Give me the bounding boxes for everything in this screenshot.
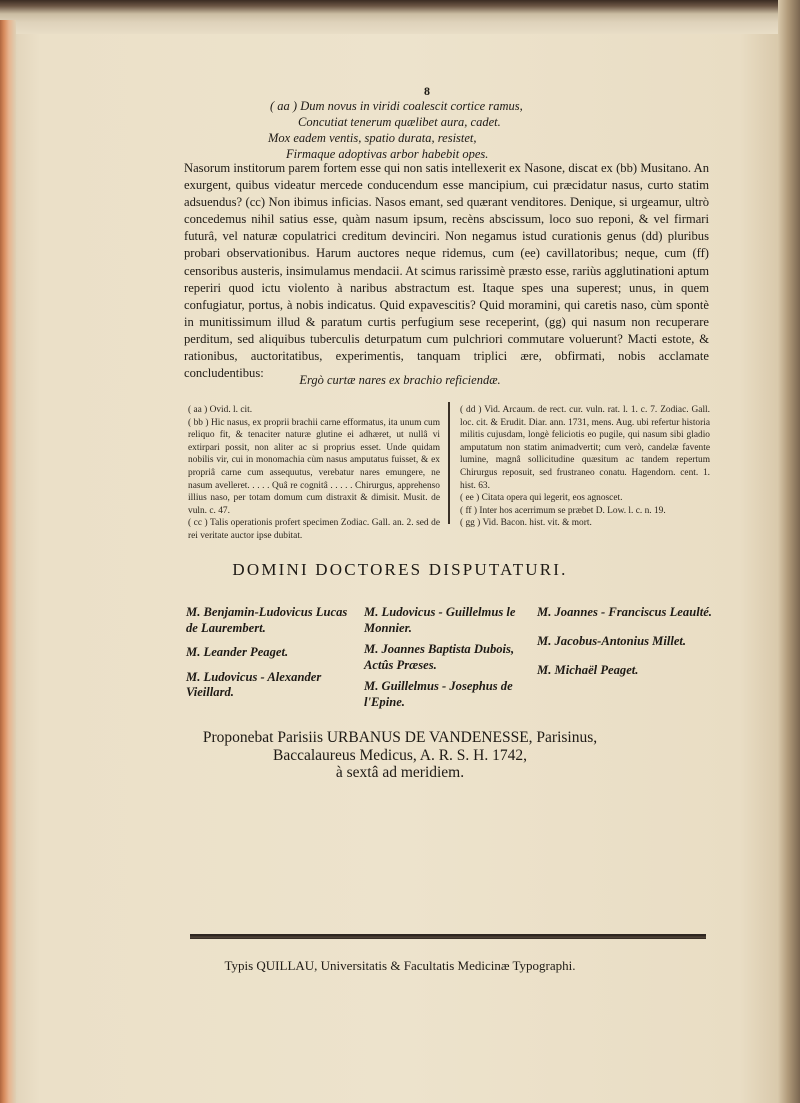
main-paragraph: Nasorum institorum parem fortem esse qui non satis intellexerit ex Nasone, discat ex (bb) Musitano. An exurgent, quibus videatur mercede conducendum esse mancipium, cui præcidatur nasus, curto statim adsuendus? (cc) Non ibimus inficias. Nasos emant, sed quærant venditores. Denique, si urgeamur, ultrò concedemus nihil satius esse, quàm nasum ipsum, recèns abscissum, loco suo reponi, & vel firmari futurâ, vel naturæ copulatrici creditum devinciri. Non negamus istud curationis genus (dd) pluribus probari observationibus. Harum auctores neque ridemus, cum (ee) cavillatoribus; neque, cum (ff) censoribus austeris, insimulamus mendacii. At scimus rarissimè præsto esse, rariùs agglutinationi aptum reperiri quod ictu violento à naribus abstractum est. Itaque spes una superest; unus, in quem confugiatur, portus, à nobis indicatus. Quid expavescitis? Quid moramini, qui caretis naso, cùm spontè in munitissimum illud & paratum curtis perfugium sese receperint, (gg) qui nasum non recuperare perditum, sed aliquibus tuberculis deturpatum cum pulchriori commutare voluerunt? Macti estote, & rationibus, auctoritatibus, experimentis, tanquam triplici ære, obfirmati, nobis acclamate concludentibus: [184,161,709,381]
book-top-edge [0,0,800,34]
verse-line: Firmaque adoptivas arbor habebit opes. [286,147,489,161]
proponebat-line: Baccalaureus Medicus, A. R. S. H. 1742, [273,747,527,764]
doctor-name: M. Joannes Baptista Dubois, Actûs Præses. [364,642,515,672]
doctor-name: M. Michaël Peaget. [537,663,639,677]
proponebat-line: Proponebat Parisiis URBANUS DE VANDENESSE, Parisinus, [202,729,598,746]
main-text [184,160,709,382]
doctor-name: M. Jacobus-Antonius Millet. [537,633,687,648]
doctors-column-3 [537,605,717,688]
footnotes-left [188,404,440,543]
doctor-name: M. Ludovicus - Alexander Vieillard. [186,669,322,699]
doctor-name: M. Benjamin-Ludovicus Lucas de Laurembert. [186,605,348,635]
footnote: ( aa ) Ovid. l. cit. [188,405,253,415]
doctor-name: M. Leander Peaget. [186,645,289,659]
footnote: ( gg ) Vid. Bacon. hist. vit. & mort. [460,518,592,529]
page-right-edge [778,0,800,1103]
footnote: ( bb ) Hic nasus, ex proprii brachii carne efformatus, ita unum cum reliquo fit, & tenaciter naturæ glutine ei adhæret, ut nullâ vi extirpari possit, non aliter ac si proprius esset. Unde quidam nobilis vir, cui in monomachia cùm nasus amputatus fuisset, & ex propriâ carne cum assequutus, verebatur nares emungere, ne nasum avelleret. . . . . Quâ re cognitâ . . . . . Chirurgus, apprehenso illius naso, per totam domum cum distraxit & dimisit. Musit. de vuln. c. 47. [188,417,440,516]
footnote: ( ff ) Inter hos acerrimum se præbet D. Low. l. c. n. 19. [460,505,666,516]
doctor-name: M. Joannes - Franciscus Leaulté. [537,605,712,619]
doctors-column-1 [186,605,358,710]
verse-line: Concutiat tenerum quælibet aura, cadet. [298,115,501,129]
footnote: ( ee ) Citata opera qui legerit, eos agnoscet. [460,493,623,504]
footnote: ( dd ) Vid. Arcaum. de rect. cur. vuln. rat. l. 1. c. 7. Zodiac. Gall. loc. cit. & Erudit. Diar. ann. 1731, mens. Aug. ubi refertur historia militis cujusdam, longè feliciotis eo pugile, qui nasum sibi gladio amputatum non statim animadvertit; cum verò, candelæ favente lumine, magnâ sollicitudine quæsitum ac tandem repertum Chirurgus reposuit, sed frustraneo conatu. Hagendorn. cent. 1. hist. 63. [460,405,710,491]
page-number: 8 [424,84,430,98]
doctor-name: M. Ludovicus - Guillelmus le Monnier. [364,605,516,635]
proponebat-line: à sextâ ad meridiem. [335,764,465,781]
footnote-divider [448,402,450,524]
doctors-column-2 [364,605,536,716]
printer-imprint: Typis QUILLAU, Universitatis & Facultatis Medicinæ Typographi. [224,958,576,973]
doctor-name: M. Guillelmus - Josephus de l'Epine. [364,679,513,709]
verse-line: Mox eadem ventis, spatio durata, resistet, [268,131,477,145]
doctors-heading: DOMINI DOCTORES DISPUTATURI. [232,560,568,579]
conclusion: Ergò curtæ nares ex brachio reficiendæ. [299,373,501,387]
footnotes-right [460,404,710,530]
verse-line: ( aa ) Dum novus in viridi coalescit cortice ramus, [270,99,523,113]
footnote: ( cc ) Talis operationis profert specimen Zodiac. Gall. an. 2. sed de rei veritate auctor ipse dubitat. [188,518,440,541]
ornamental-rule [190,934,706,939]
